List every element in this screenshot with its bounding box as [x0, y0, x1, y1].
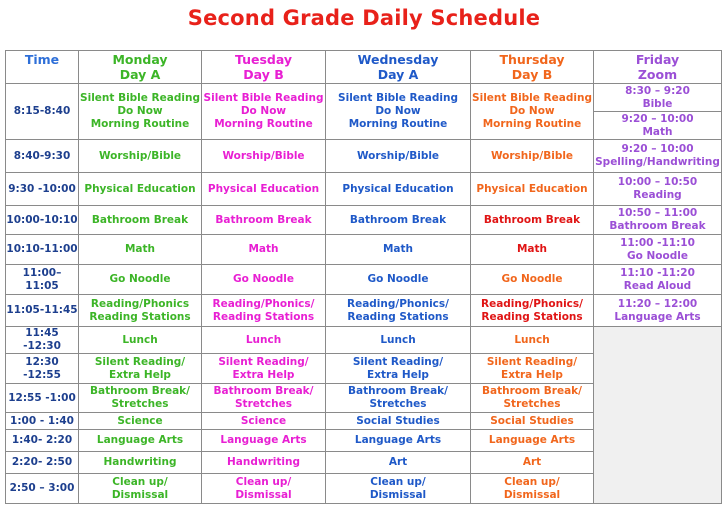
wednesday-cell: Silent Reading/ Extra Help — [326, 354, 471, 384]
monday-cell: Physical Education — [79, 173, 202, 206]
tuesday-cell: Bathroom Break/ Stretches — [202, 384, 326, 413]
friday-cell: 10:50 – 11:00 Bathroom Break — [594, 206, 722, 235]
wednesday-cell: Worship/Bible — [326, 140, 471, 173]
monday-cell: Language Arts — [79, 430, 202, 452]
tuesday-cell: Clean up/ Dismissal — [202, 474, 326, 504]
wednesday-cell: Math — [326, 235, 471, 265]
table-row — [6, 84, 722, 112]
table-row — [6, 327, 722, 354]
thursday-cell: Bathroom Break — [471, 206, 594, 235]
time-cell: 12:30 -12:55 — [6, 354, 79, 384]
time-cell: 1:00 - 1:40 — [6, 413, 79, 430]
header-wednesday: Wednesday Day A — [326, 51, 471, 84]
time-cell: 2:50 – 3:00 — [6, 474, 79, 504]
friday-cell: 11:10 -11:20 Read Aloud — [594, 265, 722, 295]
time-cell: 1:40- 2:20 — [6, 430, 79, 452]
tuesday-cell: Bathroom Break — [202, 206, 326, 235]
monday-cell: Bathroom Break/ Stretches — [79, 384, 202, 413]
tuesday-cell: Language Arts — [202, 430, 326, 452]
monday-cell: Science — [79, 413, 202, 430]
friday-cell: 11:20 – 12:00 Language Arts — [594, 295, 722, 327]
wednesday-cell: Go Noodle — [326, 265, 471, 295]
wednesday-cell: Art — [326, 452, 471, 474]
tuesday-cell: Science — [202, 413, 326, 430]
header-thursday: Thursday Day B — [471, 51, 594, 84]
monday-cell: Go Noodle — [79, 265, 202, 295]
tuesday-cell: Lunch — [202, 327, 326, 354]
thursday-cell: Math — [471, 235, 594, 265]
friday-empty-cell — [594, 327, 722, 504]
table-row — [6, 235, 722, 265]
thursday-cell: Go Noodle — [471, 265, 594, 295]
header-row — [6, 51, 722, 84]
thursday-cell: Worship/Bible — [471, 140, 594, 173]
tuesday-cell: Physical Education — [202, 173, 326, 206]
friday-cell: 8:30 – 9:20 Bible — [594, 84, 722, 112]
table-row — [6, 265, 722, 295]
monday-cell: Silent Bible Reading Do Now Morning Routine — [79, 84, 202, 140]
time-cell: 10:10-11:00 — [6, 235, 79, 265]
thursday-cell: Silent Bible Reading Do Now Morning Routine — [471, 84, 594, 140]
page-title: Second Grade Daily Schedule — [187, 6, 541, 30]
thursday-cell: Lunch — [471, 327, 594, 354]
wednesday-cell: Bathroom Break/ Stretches — [326, 384, 471, 413]
time-cell: 8:40-9:30 — [6, 140, 79, 173]
table-row — [6, 173, 722, 206]
friday-cell: 10:00 – 10:50 Reading — [594, 173, 722, 206]
wednesday-cell: Bathroom Break — [326, 206, 471, 235]
time-cell: 11:05-11:45 — [6, 295, 79, 327]
header-monday: Monday Day A — [79, 51, 202, 84]
schedule-table — [5, 50, 722, 504]
time-cell: 10:00-10:10 — [6, 206, 79, 235]
tuesday-cell: Worship/Bible — [202, 140, 326, 173]
monday-cell: Math — [79, 235, 202, 265]
friday-cell: 9:20 – 10:00 Math — [594, 112, 722, 140]
tuesday-cell: Handwriting — [202, 452, 326, 474]
time-cell: 2:20- 2:50 — [6, 452, 79, 474]
wednesday-cell: Social Studies — [326, 413, 471, 430]
tuesday-cell: Reading/Phonics/ Reading Stations — [202, 295, 326, 327]
thursday-cell: Physical Education — [471, 173, 594, 206]
time-cell: 8:15-8:40 — [6, 84, 79, 140]
thursday-cell: Clean up/ Dismissal — [471, 474, 594, 504]
time-cell: 11:45 -12:30 — [6, 327, 79, 354]
time-cell: 11:00–11:05 — [6, 265, 79, 295]
tuesday-cell: Silent Reading/ Extra Help — [202, 354, 326, 384]
table-row — [6, 295, 722, 327]
header-friday: Friday Zoom — [594, 51, 722, 84]
tuesday-cell: Math — [202, 235, 326, 265]
header-time: Time — [6, 51, 79, 84]
wednesday-cell: Physical Education — [326, 173, 471, 206]
friday-cell: 9:20 – 10:00 Spelling/Handwriting — [594, 140, 722, 173]
thursday-cell: Reading/Phonics/ Reading Stations — [471, 295, 594, 327]
friday-cell: 11:00 -11:10 Go Noodle — [594, 235, 722, 265]
monday-cell: Bathroom Break — [79, 206, 202, 235]
wednesday-cell: Silent Bible Reading Do Now Morning Routine — [326, 84, 471, 140]
wednesday-cell: Language Arts — [326, 430, 471, 452]
thursday-cell: Art — [471, 452, 594, 474]
thursday-cell: Silent Reading/ Extra Help — [471, 354, 594, 384]
thursday-cell: Language Arts — [471, 430, 594, 452]
wednesday-cell: Clean up/ Dismissal — [326, 474, 471, 504]
table-row — [6, 206, 722, 235]
header-tuesday: Tuesday Day B — [202, 51, 326, 84]
monday-cell: Handwriting — [79, 452, 202, 474]
time-cell: 12:55 -1:00 — [6, 384, 79, 413]
thursday-cell: Social Studies — [471, 413, 594, 430]
thursday-cell: Bathroom Break/ Stretches — [471, 384, 594, 413]
monday-cell: Clean up/ Dismissal — [79, 474, 202, 504]
tuesday-cell: Silent Bible Reading Do Now Morning Routine — [202, 84, 326, 140]
tuesday-cell: Go Noodle — [202, 265, 326, 295]
monday-cell: Lunch — [79, 327, 202, 354]
wednesday-cell: Lunch — [326, 327, 471, 354]
time-cell: 9:30 -10:00 — [6, 173, 79, 206]
wednesday-cell: Reading/Phonics/ Reading Stations — [326, 295, 471, 327]
monday-cell: Reading/Phonics Reading Stations — [79, 295, 202, 327]
table-row — [6, 140, 722, 173]
monday-cell: Worship/Bible — [79, 140, 202, 173]
monday-cell: Silent Reading/ Extra Help — [79, 354, 202, 384]
